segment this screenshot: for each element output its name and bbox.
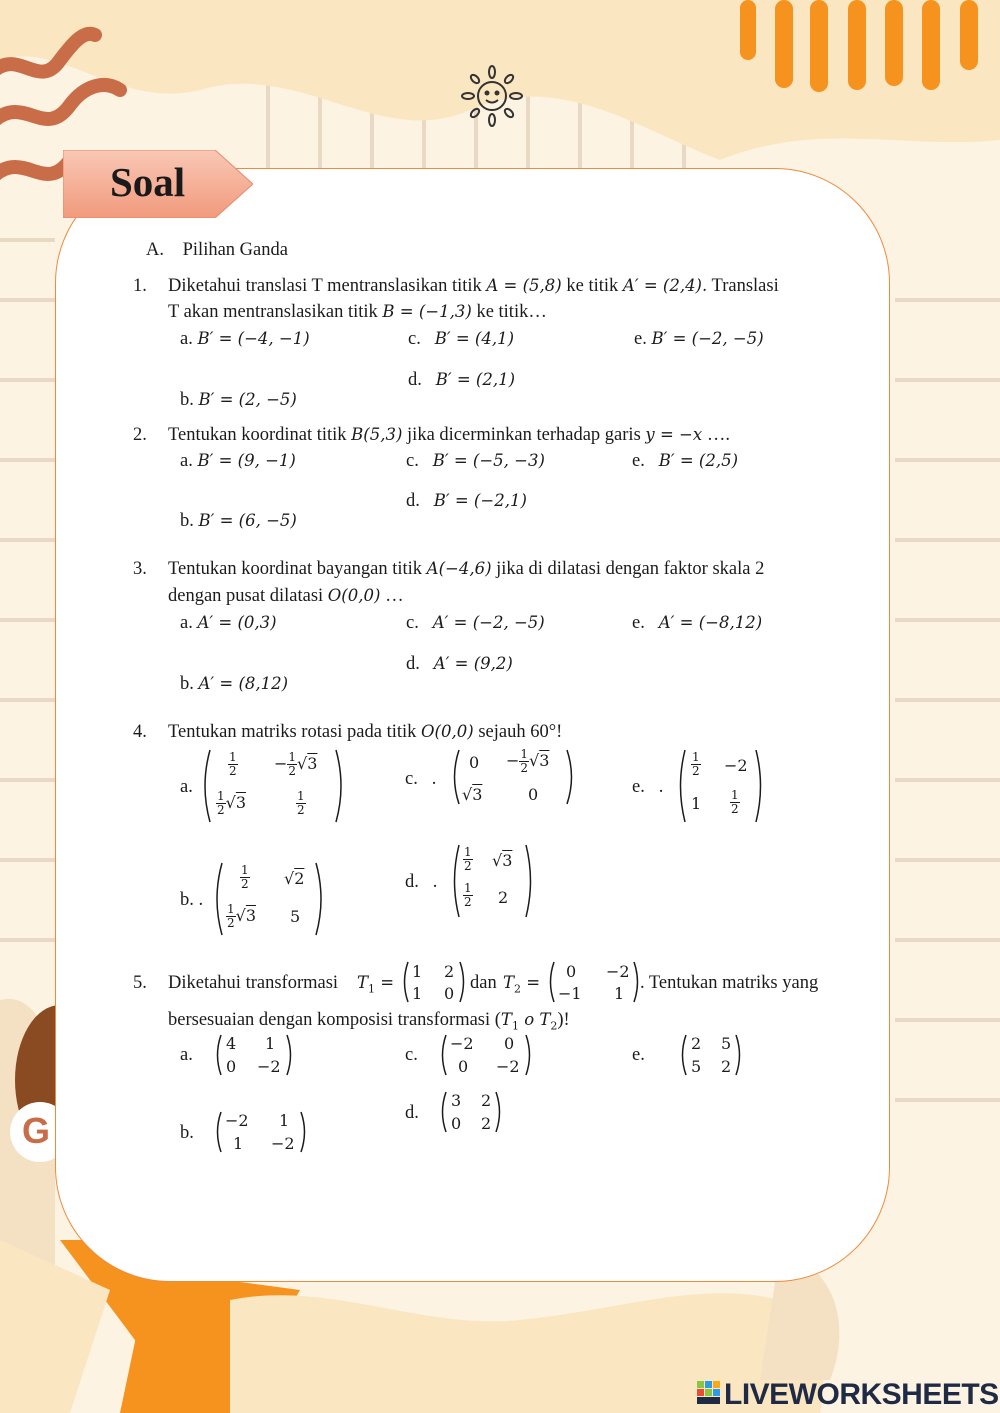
q5-composition: $T_1$ o $T_2$: [500, 1010, 558, 1033]
q1-option-b[interactable]: b. B′ = (2, −5): [180, 390, 297, 410]
q2-option-c[interactable]: c. B′ = (−5, −3): [406, 451, 545, 471]
q1-option-a[interactable]: a. B′ = (−4, −1): [180, 329, 310, 349]
badge-letter: G: [22, 1110, 51, 1151]
q2-number: 2.: [133, 425, 147, 445]
q5-line2-post: )!: [557, 1010, 570, 1030]
section-title: Pilihan Ganda: [182, 240, 288, 260]
q3-number: 3.: [133, 559, 147, 579]
q4-option-c-label: c. .: [405, 769, 437, 789]
q5-t2-matrix: 0 −2 −1 1: [548, 960, 640, 1004]
q1-text-mid: ke titik: [566, 276, 619, 296]
q5-number: 5.: [133, 973, 147, 993]
q5-option-e-matrix[interactable]: 2 5 5 2: [680, 1033, 742, 1077]
q1-option-d[interactable]: d. B′ = (2,1): [408, 370, 516, 390]
q2-text-mid: jika dicerminkan terhadap garis: [407, 425, 641, 445]
section-header: [146, 239, 288, 261]
page-title: Soal: [110, 159, 186, 205]
q3-center: O(0,0): [327, 586, 381, 605]
q5-t2-label: $T_2$ =: [503, 973, 541, 996]
q5-t1-label: $T_1$ =: [357, 973, 395, 996]
q4-option-a-matrix[interactable]: $\frac{1}{2}$ − $\frac{1}{2}$ √3 $\frac{1}{2}$ √3 $\frac{1}{2}$: [202, 748, 344, 824]
q2-line1: [168, 424, 730, 446]
q3-option-b[interactable]: b. A′ = (8,12): [180, 674, 289, 694]
q3-line1: [168, 558, 764, 580]
q1-point-a-prime: A′ = (2,4).: [622, 276, 708, 295]
q1-line2-pre: T akan mentranslasikan titik: [168, 302, 378, 322]
q3-option-e[interactable]: e. A′ = (−8,12): [632, 613, 763, 633]
q3-option-c[interactable]: c. A′ = (−2, −5): [406, 613, 545, 633]
q4-option-e-matrix[interactable]: $\frac{1}{2}$ −2 1 $\frac{1}{2}$: [678, 748, 764, 824]
q4-option-b-matrix[interactable]: $\frac{1}{2}$ √2 $\frac{1}{2}$ √3 5: [214, 861, 324, 937]
q5-option-d-label: d.: [405, 1103, 419, 1123]
q3-line2-post: …: [385, 586, 404, 606]
q5-option-d-matrix[interactable]: 3 2 0 2: [440, 1090, 502, 1134]
q4-text-pre: Tentukan matriks rotasi pada titik: [168, 722, 417, 742]
q4-line1: [168, 721, 562, 743]
q1-line2-post: ke titik…: [476, 302, 547, 322]
q1-line1: [168, 275, 779, 297]
q1-number: 1.: [133, 276, 147, 296]
q1-point-a: A = (5,8): [486, 276, 562, 295]
q1-option-c[interactable]: c. B′ = (4,1): [408, 329, 515, 349]
q5-option-c-label: c.: [405, 1045, 418, 1065]
liveworksheets-logo-text[interactable]: LIVEWORKSHEETS: [724, 1378, 999, 1411]
q5-line2-pre: bersesuaian dengan komposisi transformasi (: [168, 1010, 501, 1030]
q2-point: B(5,3): [351, 425, 403, 444]
q2-option-a[interactable]: a. B′ = (9, −1): [180, 451, 296, 471]
q4-option-d-label: d. .: [405, 872, 438, 892]
section-letter: A.: [146, 240, 164, 260]
q5-text-post: . Tentukan matriks yang: [640, 973, 819, 993]
q5-option-a-matrix[interactable]: 4 1 0 −2: [215, 1033, 293, 1077]
q2-text-pre: Tentukan koordinat titik: [168, 425, 347, 445]
q4-option-b-label: b. .: [180, 890, 204, 910]
q1-text-post: Translasi: [711, 276, 779, 296]
q1-option-e[interactable]: e. B′ = (−2, −5): [634, 329, 764, 349]
q5-t1-matrix: 1 2 1 0: [402, 960, 466, 1004]
q3-text-pre: Tentukan koordinat bayangan titik: [168, 559, 423, 579]
q2-option-e[interactable]: e. B′ = (2,5): [632, 451, 739, 471]
q4-option-a-label: a.: [180, 777, 193, 797]
q3-option-d[interactable]: d. A′ = (9,2): [406, 654, 513, 674]
q5-text-mid: dan: [470, 973, 497, 993]
q5-option-e-label: e.: [632, 1045, 645, 1065]
q5-option-a-label: a.: [180, 1045, 193, 1065]
q2-line-eq: y = −x: [645, 425, 703, 444]
q1-point-b: B = (−1,3): [382, 302, 472, 321]
q4-text-post: sejauh 60°!: [478, 722, 563, 742]
q4-option-c-matrix[interactable]: 0 − $\frac{1}{2}$ √3 √3 0: [452, 748, 574, 806]
q1-line2: [168, 301, 547, 323]
q3-option-a[interactable]: a. A′ = (0,3): [180, 613, 277, 633]
q4-center: O(0,0): [421, 722, 474, 741]
q5-option-b-label: b.: [180, 1123, 194, 1143]
liveworksheets-logo-icon: [697, 1381, 721, 1405]
q2-option-b[interactable]: b. B′ = (6, −5): [180, 511, 297, 531]
q2-option-d[interactable]: d. B′ = (−2,1): [406, 491, 527, 511]
q5-option-c-matrix[interactable]: −2 0 0 −2: [440, 1033, 532, 1077]
q2-text-post: ….: [706, 425, 730, 445]
q4-option-e-label: e. .: [632, 777, 664, 797]
q5-text-pre: Diketahui transformasi: [168, 973, 339, 993]
q4-option-d-matrix[interactable]: $\frac{1}{2}$ √3 $\frac{1}{2}$ 2: [452, 843, 534, 919]
q3-point: A(−4,6): [426, 559, 492, 578]
q1-text-pre: Diketahui translasi T mentranslasikan titik: [168, 276, 482, 296]
q4-number: 4.: [133, 722, 147, 742]
q3-text-post: jika di dilatasi dengan faktor skala 2: [496, 559, 765, 579]
q3-line2: [168, 585, 404, 607]
q5-option-b-matrix[interactable]: −2 1 1 −2: [215, 1110, 307, 1154]
q3-line2-pre: dengan pusat dilatasi: [168, 586, 324, 606]
